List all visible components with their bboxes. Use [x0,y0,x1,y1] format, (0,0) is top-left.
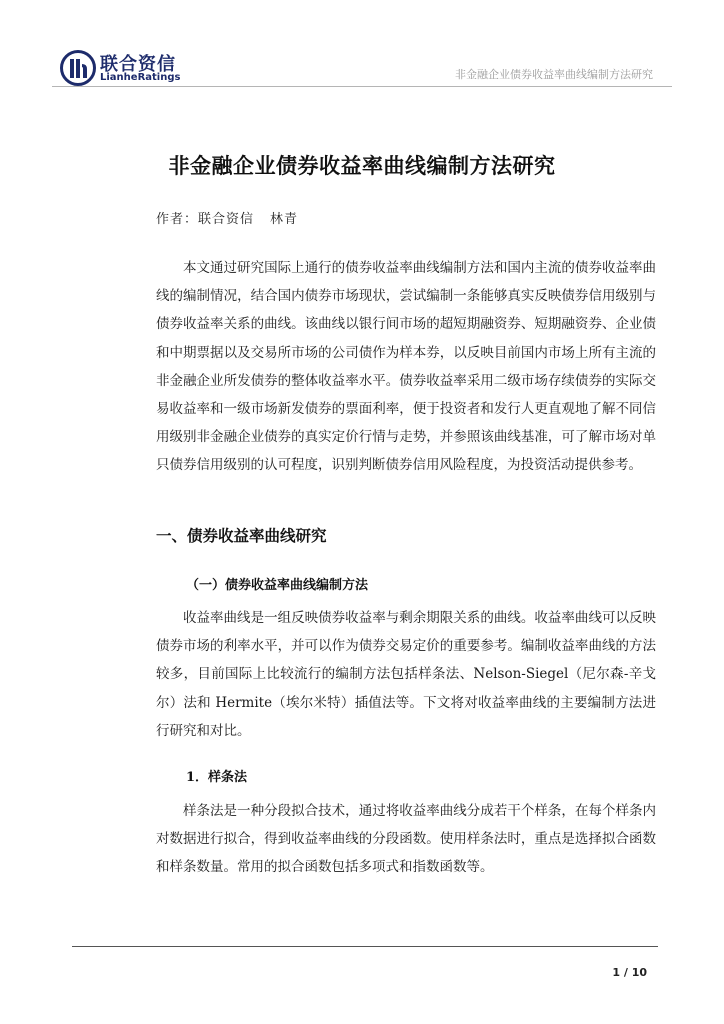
footer-divider [72,946,658,947]
document-title: 非金融企业债券收益率曲线编制方法研究 [168,154,556,178]
subsection-paragraph: 收益率曲线是一组反映债券收益率与剩余期限关系的曲线。收益率曲线可以反映债券市场的利率水平，并可以作为债券交易定价的重要参考。编制收益率曲线的方法较多，目前国际上比较流行的编制方法包括样条法、Nelson-Siegel（尼尔森-辛戈尔）法和 Hermite（埃尔米特）插值法等。下文将对收益率曲线的主要编制方法进行研究和对比。 [156,610,656,739]
running-header-title: 非金融企业债券收益率曲线编制方法研究 [455,68,653,81]
section-heading: 一、债券收益率曲线研究 [156,527,327,545]
item-paragraph: 样条法是一种分段拟合技术，通过将收益率曲线分成若干个样条，在每个样条内对数据进行拟合，得到收益率曲线的分段函数。使用样条法时，重点是选择拟合函数和样条数量。常用的拟合函数包括多项式和指数函数等。 [156,803,656,876]
page-number: 1 / 10 [612,966,647,979]
logo-chinese-name: 联合资信 [100,54,176,75]
logo-english-name: LianheRatings [100,72,181,83]
subsection-heading: （一）债券收益率曲线编制方法 [186,578,369,593]
author-label: 作者：联合资信 [156,212,255,227]
header-divider [52,86,672,87]
abstract-paragraph: 本文通过研究国际上通行的债券收益率曲线编制方法和国内主流的债券收益率曲线的编制情况，结合国内债券市场现状，尝试编制一条能够真实反映债券信用级别与债券收益率关系的曲线。该曲线以银行间市场的超短期融资券、短期融资券、企业债和中期票据以及交易所市场的公司债作为样本券，以反映目前国内市场上所有主流的非金融企业所发债券的整体收益率水平。债券收益率采用二级市场存续债券的实际交易收益率和一级市场新发债券的票面利率，便于投资者和发行人更直观地了解不同信用级别非金融企业债券的真实定价行情与走势，并参照该曲线基准，可了解市场对单只债券信用级别的认可程度，识别判断债券信用风险程度，为投资活动提供参考。 [156,260,656,474]
item-heading: 1．样条法 [186,770,248,785]
page-header [0,0,724,92]
author-line [156,208,298,227]
lianhe-logo-icon [60,50,96,86]
lianhe-logo [60,50,190,86]
author-name: 林青 [270,212,299,227]
